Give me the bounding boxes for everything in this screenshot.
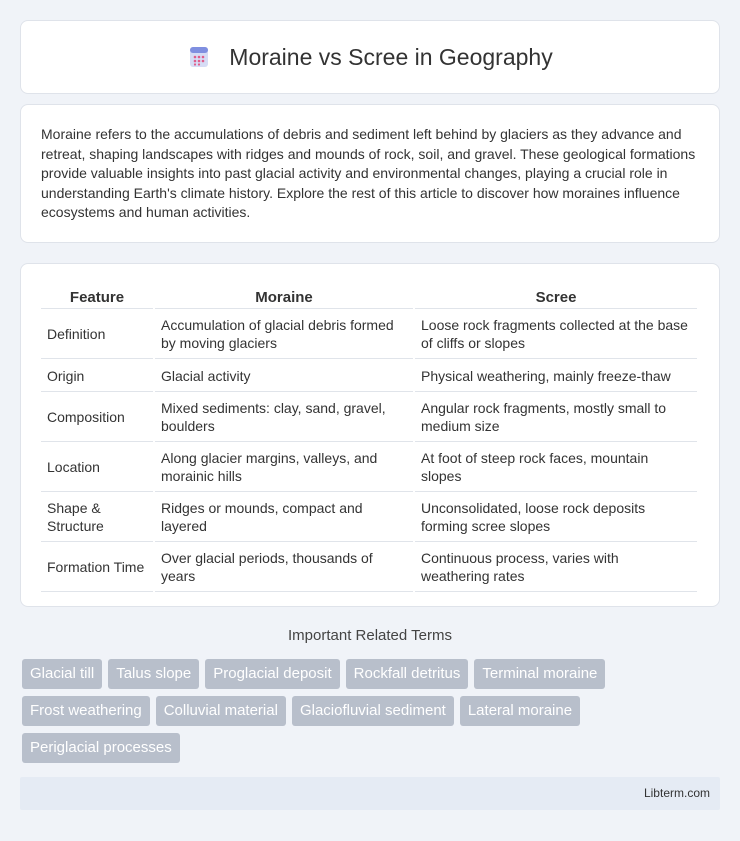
tag-proglacial-deposit[interactable]: Proglacial deposit [205,659,339,689]
table-cell-feature: Definition [41,309,153,359]
table-cell-moraine: Over glacial periods, thousands of years [155,542,413,592]
table-header-row [41,286,697,309]
table-row [41,392,697,442]
tag-terminal-moraine[interactable]: Terminal moraine [474,659,605,689]
related-terms-heading: Important Related Terms [288,627,452,644]
footer-site-link[interactable]: Libterm.com [643,786,710,800]
table-cell-scree: At foot of steep rock faces, mountain slopes [415,442,697,492]
table-row [41,442,697,492]
column-header-scree: Scree [415,286,697,309]
table-cell-feature: Shape & Structure [41,492,153,542]
table-cell-moraine: Mixed sediments: clay, sand, gravel, boulders [155,392,413,442]
table-row [41,359,697,392]
table-row [41,492,697,542]
table-cell-feature: Location [41,442,153,492]
footer [20,777,720,810]
tag-talus-slope[interactable]: Talus slope [108,659,199,689]
tag-lateral-moraine[interactable]: Lateral moraine [460,696,580,726]
table-cell-moraine: Along glacier margins, valleys, and morainic hills [155,442,413,492]
table-cell-scree: Unconsolidated, loose rock deposits forming scree slopes [415,492,697,542]
tag-periglacial-processes[interactable]: Periglacial processes [22,733,180,763]
table-cell-moraine: Glacial activity [155,359,413,392]
table-cell-moraine: Accumulation of glacial debris formed by moving glaciers [155,309,413,359]
table-cell-feature: Composition [41,392,153,442]
tag-colluvial-material[interactable]: Colluvial material [156,696,286,726]
comparison-card [20,263,720,607]
column-header-feature: Feature [41,286,153,309]
table-cell-scree: Physical weathering, mainly freeze-thaw [415,359,697,392]
table-row [41,542,697,592]
tag-glaciofluvial-sediment[interactable]: Glaciofluvial sediment [292,696,454,726]
related-terms-tags [22,659,722,763]
tag-frost-weathering[interactable]: Frost weathering [22,696,150,726]
tag-rockfall-detritus[interactable]: Rockfall detritus [346,659,469,689]
table-cell-scree: Loose rock fragments collected at the base of cliffs or slopes [415,309,697,359]
intro-card [20,104,720,243]
table-cell-feature: Formation Time [41,542,153,592]
table-cell-moraine: Ridges or mounds, compact and layered [155,492,413,542]
table-cell-scree: Continuous process, varies with weathering rates [415,542,697,592]
page-title: Moraine vs Scree in Geography [229,43,553,70]
header-card [20,20,720,94]
table-row [41,309,697,359]
intro-paragraph: Moraine refers to the accumulations of debris and sediment left behind by glaciers as they advance and retreat, shaping landscapes with ridges and mounds of rock, soil, and gravel. These geological formations provide valuable insights into past glacial activity and environmental changes, playing a crucial role in understanding Earth's climate history. Explore the rest of this article to discover how moraines influence ecosystems and human activities. [41,126,696,220]
tag-glacial-till[interactable]: Glacial till [22,659,102,689]
table-cell-feature: Origin [41,359,153,392]
comparison-table [39,286,699,592]
column-header-moraine: Moraine [155,286,413,309]
calculator-grid-icon [187,45,211,69]
table-cell-scree: Angular rock fragments, mostly small to medium size [415,392,697,442]
